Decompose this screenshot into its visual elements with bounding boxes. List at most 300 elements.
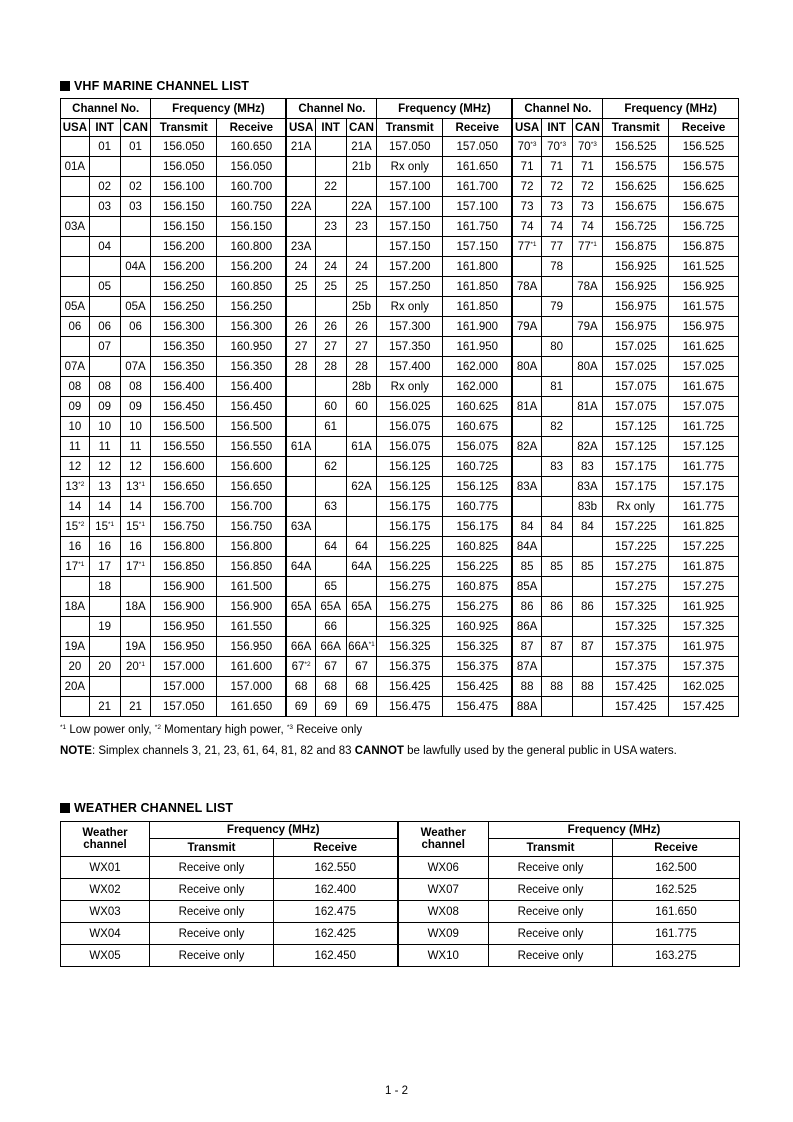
int-header: INT (315, 119, 346, 137)
usa-cell: 78A (512, 277, 541, 297)
receive-cell: 156.650 (217, 477, 287, 497)
int-cell: 01 (89, 137, 120, 157)
transmit-cell: 156.200 (151, 257, 217, 277)
receive-cell: 161.850 (443, 277, 513, 297)
int-cell: 14 (89, 497, 120, 517)
receive-cell: 163.275 (613, 945, 740, 967)
receive-cell: 156.225 (443, 557, 513, 577)
receive-cell: 156.250 (217, 297, 287, 317)
transmit-cell: 157.025 (603, 337, 669, 357)
receive-cell: 162.450 (274, 945, 398, 967)
usa-note (60, 745, 677, 757)
receive-cell: 161.975 (669, 637, 739, 657)
weather-transmit-header: Transmit (489, 839, 613, 857)
transmit-cell: 156.550 (151, 437, 217, 457)
int-cell: 18 (89, 577, 120, 597)
can-cell: 23 (346, 217, 377, 237)
receive-cell: 156.875 (669, 237, 739, 257)
can-cell (572, 297, 603, 317)
can-cell: 78A (572, 277, 603, 297)
int-cell (315, 137, 346, 157)
int-cell (541, 477, 572, 497)
transmit-cell: 156.350 (151, 357, 217, 377)
table-row (61, 617, 739, 637)
usa-cell: 20 (61, 657, 90, 677)
transmit-cell: Receive only (150, 901, 274, 923)
transmit-cell: 156.750 (151, 517, 217, 537)
weather-channel-cell: WX02 (61, 879, 150, 901)
table-row (61, 597, 739, 617)
int-cell: 65 (315, 577, 346, 597)
receive-cell: 157.175 (669, 477, 739, 497)
receive-cell: 161.875 (669, 557, 739, 577)
usa-cell: 23A (286, 237, 315, 257)
usa-cell: 68 (286, 677, 315, 697)
transmit-cell: 157.075 (603, 377, 669, 397)
can-cell: 86 (572, 597, 603, 617)
can-cell (572, 657, 603, 677)
can-cell: 01 (120, 137, 151, 157)
transmit-cell: 156.275 (377, 597, 443, 617)
can-cell: 03 (120, 197, 151, 217)
receive-cell: 161.600 (217, 657, 287, 677)
transmit-cell: 157.425 (603, 697, 669, 717)
can-cell: 73 (572, 197, 603, 217)
receive-cell: 156.675 (669, 197, 739, 217)
int-cell: 21 (89, 697, 120, 717)
table-row (61, 557, 739, 577)
can-cell: 28 (346, 357, 377, 377)
can-cell: 07A (120, 357, 151, 377)
transmit-cell: 157.200 (377, 257, 443, 277)
int-cell (89, 677, 120, 697)
int-cell: 73 (541, 197, 572, 217)
int-cell (315, 197, 346, 217)
transmit-cell: 156.925 (603, 277, 669, 297)
receive-cell: 157.000 (217, 677, 287, 697)
usa-cell (61, 137, 90, 157)
transmit-cell: 156.875 (603, 237, 669, 257)
int-cell: 04 (89, 237, 120, 257)
int-cell (315, 557, 346, 577)
usa-cell: 67$^{*2}$ (286, 657, 315, 677)
transmit-cell: 157.125 (603, 437, 669, 457)
usa-cell: 24 (286, 257, 315, 277)
transmit-cell: 156.075 (377, 437, 443, 457)
receive-cell: 157.150 (443, 237, 513, 257)
usa-cell: 77$^{*1}$ (512, 237, 541, 257)
can-cell: 66A$^{*1}$ (346, 637, 377, 657)
int-cell: 20 (89, 657, 120, 677)
can-cell: 21A (346, 137, 377, 157)
weather-channel-table (60, 821, 740, 967)
usa-cell: 66A (286, 637, 315, 657)
receive-cell: 160.650 (217, 137, 287, 157)
usa-cell (61, 257, 90, 277)
can-cell: 22A (346, 197, 377, 217)
square-bullet-icon (60, 81, 70, 91)
transmit-cell: 156.125 (377, 477, 443, 497)
usa-cell: 28 (286, 357, 315, 377)
transmit-cell: 156.350 (151, 337, 217, 357)
usa-cell (61, 337, 90, 357)
can-cell: 14 (120, 497, 151, 517)
table-row (61, 177, 739, 197)
receive-cell: 160.725 (443, 457, 513, 477)
table-row (61, 197, 739, 217)
usa-cell (512, 377, 541, 397)
usa-cell: 71 (512, 157, 541, 177)
receive-cell: 162.425 (274, 923, 398, 945)
int-cell: 79 (541, 297, 572, 317)
usa-cell: 06 (61, 317, 90, 337)
can-cell: 77$^{*1}$ (572, 237, 603, 257)
transmit-cell: 156.150 (151, 217, 217, 237)
usa-cell: 79A (512, 317, 541, 337)
int-cell: 63 (315, 497, 346, 517)
weather-transmit-header: Transmit (150, 839, 274, 857)
transmit-cell: 156.450 (151, 397, 217, 417)
can-cell: 25b (346, 297, 377, 317)
usa-cell: 65A (286, 597, 315, 617)
weather-channel-cell: WX05 (61, 945, 150, 967)
receive-cell: 157.050 (443, 137, 513, 157)
can-cell: 61A (346, 437, 377, 457)
receive-cell: 156.725 (669, 217, 739, 237)
transmit-cell: 156.900 (151, 577, 217, 597)
transmit-cell: 156.100 (151, 177, 217, 197)
can-cell (572, 257, 603, 277)
int-cell: 12 (89, 457, 120, 477)
usa-cell: 05A (61, 297, 90, 317)
usa-cell: 73 (512, 197, 541, 217)
can-cell (346, 177, 377, 197)
receive-cell: 156.500 (217, 417, 287, 437)
usa-cell: 18A (61, 597, 90, 617)
transmit-header: Transmit (151, 119, 217, 137)
receive-cell: 156.575 (669, 157, 739, 177)
transmit-cell: 156.600 (151, 457, 217, 477)
transmit-cell: 156.950 (151, 617, 217, 637)
can-cell: 09 (120, 397, 151, 417)
usa-cell: 07A (61, 357, 90, 377)
transmit-cell: 156.250 (151, 297, 217, 317)
usa-cell: 22A (286, 197, 315, 217)
page-number: 1 - 2 (384, 1085, 408, 1097)
transmit-cell: 157.325 (603, 597, 669, 617)
receive-cell: 156.950 (217, 637, 287, 657)
receive-cell: 161.775 (613, 923, 740, 945)
weather-channel-cell: WX09 (398, 923, 489, 945)
receive-cell: 161.500 (217, 577, 287, 597)
usa-cell: 63A (286, 517, 315, 537)
usa-cell (286, 537, 315, 557)
can-cell: 64A (346, 557, 377, 577)
transmit-cell: 157.300 (377, 317, 443, 337)
receive-cell: 156.525 (669, 137, 739, 157)
frequency-header: Frequency (MHz) (151, 99, 287, 119)
can-cell (120, 217, 151, 237)
receive-cell: 161.750 (443, 217, 513, 237)
int-cell: 17 (89, 557, 120, 577)
transmit-cell: 156.250 (151, 277, 217, 297)
usa-cell: 87 (512, 637, 541, 657)
int-cell: 66 (315, 617, 346, 637)
transmit-cell: 157.175 (603, 457, 669, 477)
table-row (61, 337, 739, 357)
weather-receive-header: Receive (613, 839, 740, 857)
table-row (61, 657, 739, 677)
receive-cell: 162.475 (274, 901, 398, 923)
can-cell: 83A (572, 477, 603, 497)
int-cell (315, 477, 346, 497)
receive-cell: 160.825 (443, 537, 513, 557)
receive-cell: 162.550 (274, 857, 398, 879)
receive-cell: 156.975 (669, 317, 739, 337)
receive-cell: 160.775 (443, 497, 513, 517)
transmit-cell: 156.225 (377, 557, 443, 577)
usa-cell: 85A (512, 577, 541, 597)
transmit-cell: 157.025 (603, 357, 669, 377)
can-cell (572, 577, 603, 597)
usa-header: USA (61, 119, 90, 137)
int-cell: 71 (541, 157, 572, 177)
int-cell: 02 (89, 177, 120, 197)
receive-cell: 156.300 (217, 317, 287, 337)
int-cell (541, 357, 572, 377)
transmit-cell: 156.325 (377, 617, 443, 637)
can-cell: 04A (120, 257, 151, 277)
int-cell: 81 (541, 377, 572, 397)
transmit-cell: 156.175 (377, 497, 443, 517)
transmit-cell: 157.100 (377, 177, 443, 197)
transmit-cell: 156.050 (151, 157, 217, 177)
usa-cell (512, 457, 541, 477)
table-row (61, 237, 739, 257)
transmit-cell: 156.175 (377, 517, 443, 537)
usa-cell: 15$^{*2}$ (61, 517, 90, 537)
can-cell (572, 417, 603, 437)
usa-cell: 11 (61, 437, 90, 457)
can-cell (346, 417, 377, 437)
receive-cell: 160.800 (217, 237, 287, 257)
receive-cell: 156.850 (217, 557, 287, 577)
usa-cell: 03A (61, 217, 90, 237)
receive-cell: 160.750 (217, 197, 287, 217)
int-cell: 84 (541, 517, 572, 537)
receive-cell: 156.600 (217, 457, 287, 477)
receive-cell: 161.650 (443, 157, 513, 177)
receive-cell: 156.925 (669, 277, 739, 297)
transmit-cell: 156.975 (603, 297, 669, 317)
transmit-cell: 156.075 (377, 417, 443, 437)
channel-no-header: Channel No. (512, 99, 602, 119)
usa-header: USA (512, 119, 541, 137)
can-cell (120, 237, 151, 257)
transmit-cell: 156.950 (151, 637, 217, 657)
transmit-cell: 156.125 (377, 457, 443, 477)
int-cell: 62 (315, 457, 346, 477)
receive-cell: 161.900 (443, 317, 513, 337)
usa-cell (286, 457, 315, 477)
int-cell (89, 257, 120, 277)
can-cell: 05A (120, 297, 151, 317)
weather-frequency-header: Frequency (MHz) (489, 822, 740, 839)
usa-cell (286, 377, 315, 397)
table-row (61, 317, 739, 337)
usa-cell: 17$^{*1}$ (61, 557, 90, 577)
marine-title-text: VHF MARINE CHANNEL LIST (74, 79, 249, 93)
table-row (61, 377, 739, 397)
receive-cell: 161.725 (669, 417, 739, 437)
table-row (61, 879, 740, 901)
usa-cell: 26 (286, 317, 315, 337)
transmit-cell: 156.400 (151, 377, 217, 397)
receive-cell: 160.850 (217, 277, 287, 297)
receive-cell: 156.325 (443, 637, 513, 657)
transmit-cell: 156.900 (151, 597, 217, 617)
transmit-cell: Rx only (377, 157, 443, 177)
can-cell (346, 617, 377, 637)
receive-cell: 157.225 (669, 537, 739, 557)
receive-header: Receive (669, 119, 739, 137)
transmit-cell: 157.000 (151, 677, 217, 697)
weather-channel-cell: WX08 (398, 901, 489, 923)
receive-cell: 161.775 (669, 497, 739, 517)
receive-cell: 156.900 (217, 597, 287, 617)
int-cell (315, 437, 346, 457)
receive-cell: 160.950 (217, 337, 287, 357)
usa-cell: 87A (512, 657, 541, 677)
receive-cell: 156.700 (217, 497, 287, 517)
receive-header: Receive (443, 119, 513, 137)
int-cell (541, 657, 572, 677)
can-cell: 25 (346, 277, 377, 297)
weather-channel-cell: WX03 (61, 901, 150, 923)
can-cell: 17$^{*1}$ (120, 557, 151, 577)
int-cell: 70$^{*3}$ (541, 137, 572, 157)
receive-cell: 161.575 (669, 297, 739, 317)
transmit-cell: 156.575 (603, 157, 669, 177)
weather-channel-cell: WX06 (398, 857, 489, 879)
transmit-cell: 157.400 (377, 357, 443, 377)
can-cell: 26 (346, 317, 377, 337)
can-cell (572, 377, 603, 397)
int-cell (89, 357, 120, 377)
receive-cell: 156.125 (443, 477, 513, 497)
can-cell (346, 517, 377, 537)
int-cell: 24 (315, 257, 346, 277)
int-cell (541, 577, 572, 597)
receive-header: Receive (217, 119, 287, 137)
usa-cell (61, 177, 90, 197)
table-row (61, 517, 739, 537)
transmit-cell: 156.275 (377, 577, 443, 597)
int-cell (541, 397, 572, 417)
usa-cell: 09 (61, 397, 90, 417)
weather-channel-cell: WX10 (398, 945, 489, 967)
can-cell (572, 337, 603, 357)
int-cell (315, 297, 346, 317)
can-cell: 02 (120, 177, 151, 197)
transmit-cell: 156.675 (603, 197, 669, 217)
can-cell: 10 (120, 417, 151, 437)
int-cell: 28 (315, 357, 346, 377)
usa-cell: 86A (512, 617, 541, 637)
transmit-cell: 157.125 (603, 417, 669, 437)
transmit-cell: 157.050 (151, 697, 217, 717)
transmit-cell: 156.500 (151, 417, 217, 437)
transmit-header: Transmit (603, 119, 669, 137)
receive-cell: 162.000 (443, 377, 513, 397)
table-row (61, 257, 739, 277)
note-text-1: : Simplex channels 3, 21, 23, 61, 64, 81, 82 and 83 (91, 745, 355, 757)
can-cell: 68 (346, 677, 377, 697)
can-cell: 60 (346, 397, 377, 417)
can-cell (572, 617, 603, 637)
channel-no-header: Channel No. (61, 99, 151, 119)
int-cell: 26 (315, 317, 346, 337)
table-row (61, 477, 739, 497)
receive-cell: 156.800 (217, 537, 287, 557)
int-cell (541, 497, 572, 517)
table-row (61, 357, 739, 377)
transmit-cell: 157.050 (377, 137, 443, 157)
usa-cell (286, 157, 315, 177)
int-cell: 82 (541, 417, 572, 437)
int-cell (89, 297, 120, 317)
receive-cell: 160.925 (443, 617, 513, 637)
transmit-cell: 157.000 (151, 657, 217, 677)
usa-cell (286, 617, 315, 637)
usa-cell (286, 477, 315, 497)
transmit-cell: 156.475 (377, 697, 443, 717)
usa-cell (286, 397, 315, 417)
int-header: INT (89, 119, 120, 137)
int-cell: 06 (89, 317, 120, 337)
receive-cell: 161.650 (613, 901, 740, 923)
usa-cell: 83A (512, 477, 541, 497)
usa-cell: 20A (61, 677, 90, 697)
int-cell: 66A (315, 637, 346, 657)
usa-cell: 64A (286, 557, 315, 577)
usa-cell (512, 497, 541, 517)
can-cell (346, 497, 377, 517)
can-cell: 06 (120, 317, 151, 337)
receive-cell: 160.675 (443, 417, 513, 437)
can-cell: 20$^{*1}$ (120, 657, 151, 677)
table-row (61, 137, 739, 157)
int-cell: 74 (541, 217, 572, 237)
can-cell (120, 337, 151, 357)
receive-cell: 156.475 (443, 697, 513, 717)
transmit-cell: 156.050 (151, 137, 217, 157)
int-cell: 88 (541, 677, 572, 697)
transmit-cell: 156.925 (603, 257, 669, 277)
usa-cell: 88 (512, 677, 541, 697)
usa-cell: 14 (61, 497, 90, 517)
weather-header-word: Weather (82, 827, 128, 839)
can-cell: 16 (120, 537, 151, 557)
can-cell: 28b (346, 377, 377, 397)
table-row (61, 217, 739, 237)
receive-cell: 157.125 (669, 437, 739, 457)
transmit-cell: 157.375 (603, 637, 669, 657)
can-cell (120, 277, 151, 297)
weather-frequency-header: Frequency (MHz) (150, 822, 398, 839)
usa-cell (61, 697, 90, 717)
table-row (61, 923, 740, 945)
